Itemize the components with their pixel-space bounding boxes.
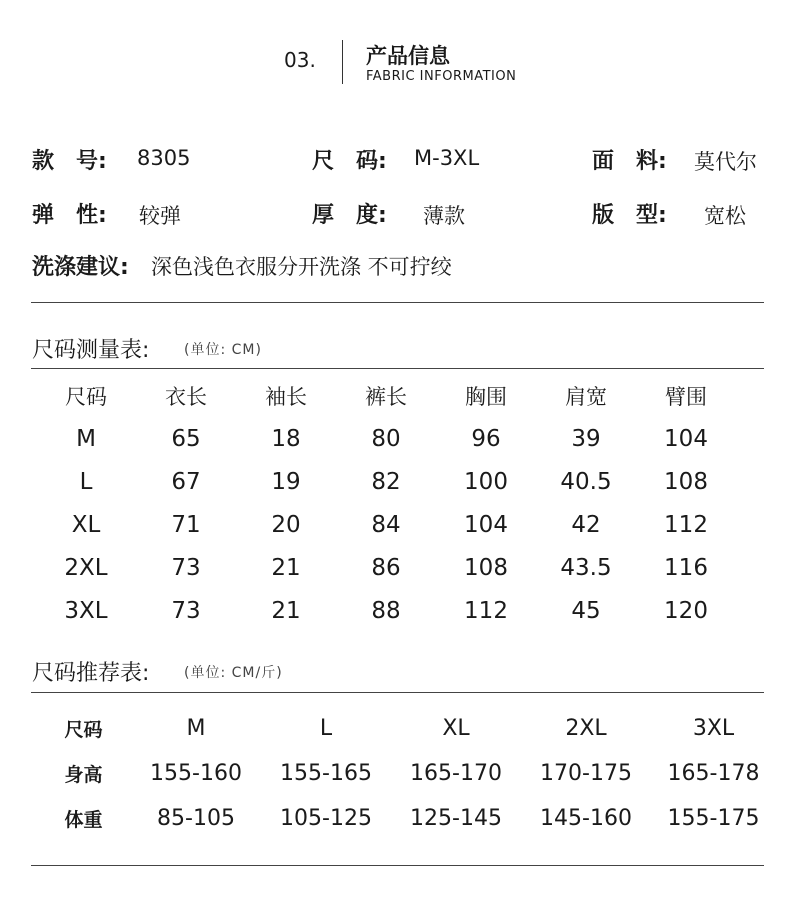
measure-table-unit: (单位: CM)	[184, 342, 262, 358]
fit-label: 版 型:	[592, 203, 667, 228]
table-cell: 120	[664, 597, 708, 624]
fabric-label: 面 料:	[592, 149, 667, 174]
section-number: 03.	[284, 48, 316, 72]
table-cell: 165-178	[667, 760, 760, 786]
size-range-label: 尺 码:	[312, 149, 387, 174]
table-cell: 145-160	[540, 805, 632, 831]
table-cell: 3XL	[64, 597, 108, 624]
wash-advice-value: 深色浅色衣服分开洗涤 不可拧绞	[151, 255, 452, 279]
style-number-label: 款 号:	[32, 149, 107, 174]
table-cell: L	[319, 715, 333, 741]
size-range-value: M-3XL	[414, 146, 480, 170]
fabric-value: 莫代尔	[694, 150, 757, 174]
table-cell: 104	[664, 425, 708, 452]
table-cell: 3XL	[692, 715, 735, 741]
table-cell: 20	[271, 511, 301, 538]
table-cell: 108	[464, 554, 508, 581]
table-cell: 21	[271, 554, 301, 581]
table-cell: 112	[464, 597, 508, 624]
table-cell: 71	[171, 511, 201, 538]
table-cell: 155-165	[280, 760, 372, 786]
table-row	[36, 750, 776, 796]
table-cell: 2XL	[565, 715, 607, 741]
divider	[31, 302, 764, 303]
column-header: 肩宽	[565, 384, 607, 409]
table-cell: XL	[71, 511, 101, 538]
measure-table-title: 尺码测量表:	[32, 338, 150, 363]
table-cell: 155-160	[150, 760, 242, 786]
table-row	[36, 546, 736, 589]
wash-advice-label: 洗涤建议:	[32, 255, 129, 280]
table-cell: 86	[371, 554, 401, 581]
table-cell: 82	[371, 468, 401, 495]
table-cell: 170-175	[540, 760, 632, 786]
thickness-value: 薄款	[423, 204, 465, 228]
table-cell: 73	[171, 554, 201, 581]
table-cell: M	[76, 425, 96, 452]
table-cell: 65	[171, 425, 201, 452]
table-cell: 84	[371, 511, 401, 538]
table-cell: 105-125	[280, 805, 372, 831]
table-cell: 19	[271, 468, 301, 495]
table-row	[36, 417, 736, 460]
table-cell: 2XL	[64, 554, 108, 581]
table-cell: 85-105	[157, 805, 235, 831]
table-cell: 88	[371, 597, 401, 624]
recommend-table-title: 尺码推荐表:	[32, 661, 150, 686]
table-cell: 125-145	[410, 805, 502, 831]
row-header: 体重	[64, 808, 103, 831]
table-cell: 39	[571, 425, 601, 452]
table-cell: 100	[464, 468, 508, 495]
header-divider	[342, 40, 343, 84]
table-row	[36, 503, 736, 546]
column-header: 臂围	[665, 384, 707, 409]
section-title-en: FABRIC INFORMATION	[366, 69, 517, 84]
table-cell: 116	[664, 554, 708, 581]
table-cell: 40.5	[560, 468, 612, 495]
column-header: 胸围	[465, 384, 507, 409]
table-row	[36, 796, 776, 840]
elasticity-value: 较弹	[139, 204, 181, 228]
column-header: 袖长	[265, 384, 307, 409]
table-cell: 165-170	[410, 760, 502, 786]
table-row	[36, 460, 736, 503]
row-header: 尺码	[64, 718, 103, 741]
thickness-label: 厚 度:	[312, 203, 387, 228]
table-cell: 67	[171, 468, 201, 495]
divider	[31, 865, 764, 866]
elasticity-label: 弹 性:	[32, 203, 107, 228]
column-header: 尺码	[65, 384, 107, 409]
table-cell: 108	[664, 468, 708, 495]
section-title-cn: 产品信息	[366, 44, 450, 68]
table-header-row	[36, 374, 736, 417]
recommend-table-unit: (单位: CM/斤)	[184, 665, 283, 681]
row-header: 身高	[64, 763, 103, 786]
column-header: 衣长	[165, 384, 207, 409]
table-cell: 73	[171, 597, 201, 624]
table-cell: 104	[464, 511, 508, 538]
table-cell: 112	[664, 511, 708, 538]
fit-value: 宽松	[704, 204, 746, 228]
table-cell: XL	[442, 715, 470, 741]
measure-table	[36, 374, 736, 632]
table-cell: 21	[271, 597, 301, 624]
table-cell: 80	[371, 425, 401, 452]
table-cell: 42	[571, 511, 601, 538]
recommend-table	[36, 706, 776, 840]
table-cell: 96	[471, 425, 501, 452]
table-cell: 155-175	[667, 805, 760, 831]
table-cell: 18	[271, 425, 301, 452]
table-cell: L	[79, 468, 93, 495]
table-cell: M	[186, 715, 206, 741]
table-cell: 45	[571, 597, 601, 624]
column-header: 裤长	[365, 384, 407, 409]
style-number-value: 8305	[137, 146, 191, 170]
divider	[31, 368, 764, 369]
divider	[31, 692, 764, 693]
table-cell: 43.5	[560, 554, 612, 581]
table-row	[36, 589, 736, 632]
table-row	[36, 706, 776, 750]
